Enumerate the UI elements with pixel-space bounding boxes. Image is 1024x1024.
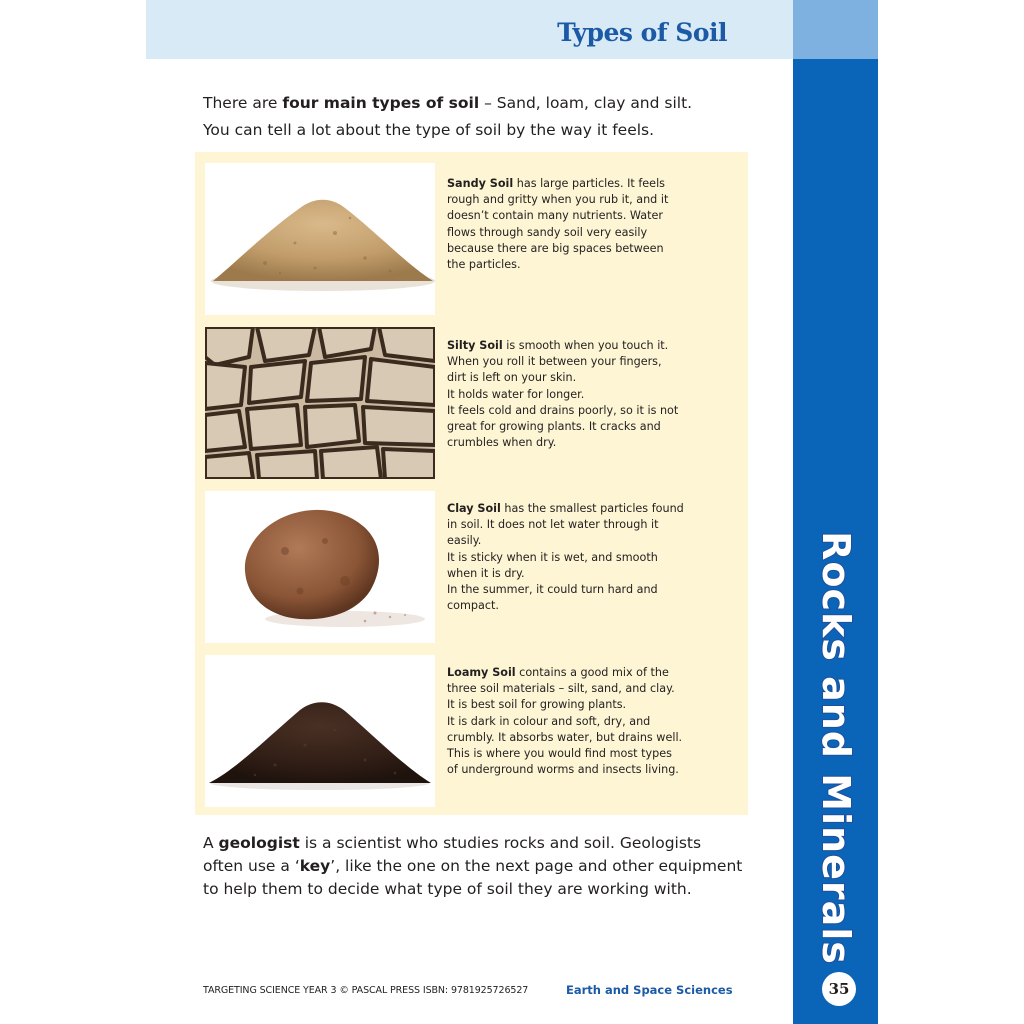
description-line: [447, 338, 737, 354]
closing-bold-text: geologist: [218, 834, 300, 852]
description-line: dirt is left on your skin.: [447, 371, 577, 385]
loamy-soil-image: [205, 655, 435, 807]
soil-name: Sandy Soil: [447, 177, 514, 190]
description-line: When you roll it between your fingers,: [447, 355, 662, 369]
closing-bold-text: key: [299, 857, 331, 875]
description-line: easily.: [447, 534, 482, 548]
closing-text: is a scientist who studies rocks and soil. Geologists often use a ‘: [203, 834, 702, 875]
description-line: in soil. It does not let water through it: [447, 518, 659, 532]
intro-text: There are: [203, 94, 283, 112]
closing-text: ’, like the one on the next page and other equipment to help them to decide what type of soil they are working with.: [203, 857, 743, 898]
intro-line-1: [203, 90, 763, 117]
clay-soil-image: [205, 491, 435, 643]
footer-credit: TARGETING SCIENCE YEAR 3 © PASCAL PRESS ISBN: 9781925726527: [203, 985, 529, 996]
description-line: the particles.: [447, 258, 521, 272]
description-text: contains a good mix of the: [515, 666, 669, 679]
soil-types-panel: [195, 152, 748, 815]
soil-name: Silty Soil: [447, 339, 503, 352]
description-line: when it is dry.: [447, 566, 525, 580]
intro-text: – Sand, loam, clay and silt.: [479, 94, 693, 112]
intro-paragraph: [203, 90, 763, 144]
intro-line-2: You can tell a lot about the type of soil by the way it feels.: [203, 121, 655, 139]
description-line: It feels cold and drains poorly, so it is not: [447, 403, 679, 417]
footer-section: Earth and Space Sciences: [566, 983, 733, 997]
description-line: three soil materials – silt, sand, and clay.: [447, 682, 675, 696]
sandy-soil-image: [205, 163, 435, 315]
description-text: has the smallest particles found: [500, 502, 684, 515]
description-line: rough and gritty when you rub it, and it: [447, 193, 669, 207]
description-line: [447, 176, 737, 192]
description-line: In the summer, it could turn hard and: [447, 583, 658, 597]
clay-soil-description: [447, 501, 737, 614]
cracked-earth-illustration: [205, 327, 435, 479]
closing-paragraph: [203, 832, 743, 901]
soil-name: Loamy Soil: [447, 666, 516, 679]
silty-soil-image: [205, 327, 435, 479]
silty-soil-description: [447, 338, 737, 451]
description-line: It is best soil for growing plants.: [447, 698, 627, 712]
page-number: 35: [822, 972, 856, 1006]
description-line: [447, 665, 737, 681]
soil-name: Clay Soil: [447, 502, 501, 515]
intro-bold-text: four main types of soil: [282, 94, 480, 112]
description-line: compact.: [447, 599, 499, 613]
description-line: It is sticky when it is wet, and smooth: [447, 550, 658, 564]
header-band: [146, 0, 793, 59]
description-line: [447, 501, 737, 517]
description-line: great for growing plants. It cracks and: [447, 420, 661, 434]
description-line: It is dark in colour and soft, dry, and: [447, 714, 651, 728]
sidebar-section-title: Rocks and Minerals: [814, 531, 858, 965]
loam-pile-illustration: [205, 655, 435, 807]
description-line: crumbles when dry.: [447, 436, 557, 450]
closing-text: A: [203, 834, 219, 852]
sandy-soil-description: [447, 176, 737, 273]
loamy-soil-description: [447, 665, 737, 778]
page-title: Types of Soil: [557, 18, 727, 47]
description-line: of underground worms and insects living.: [447, 763, 679, 777]
clay-lump-illustration: [205, 491, 435, 643]
description-line: It holds water for longer.: [447, 387, 585, 401]
page: [146, 0, 878, 1024]
description-text: has large particles. It feels: [513, 177, 665, 190]
description-text: is smooth when you touch it.: [502, 339, 669, 352]
sand-pile-illustration: [205, 163, 435, 315]
description-line: doesn’t contain many nutrients. Water: [447, 209, 663, 223]
description-line: crumbly. It absorbs water, but drains well.: [447, 730, 683, 744]
description-line: flows through sandy soil very easily: [447, 225, 648, 239]
description-line: This is where you would find most types: [447, 747, 672, 761]
description-line: because there are big spaces between: [447, 241, 664, 255]
sidebar-top-block: [793, 0, 878, 59]
